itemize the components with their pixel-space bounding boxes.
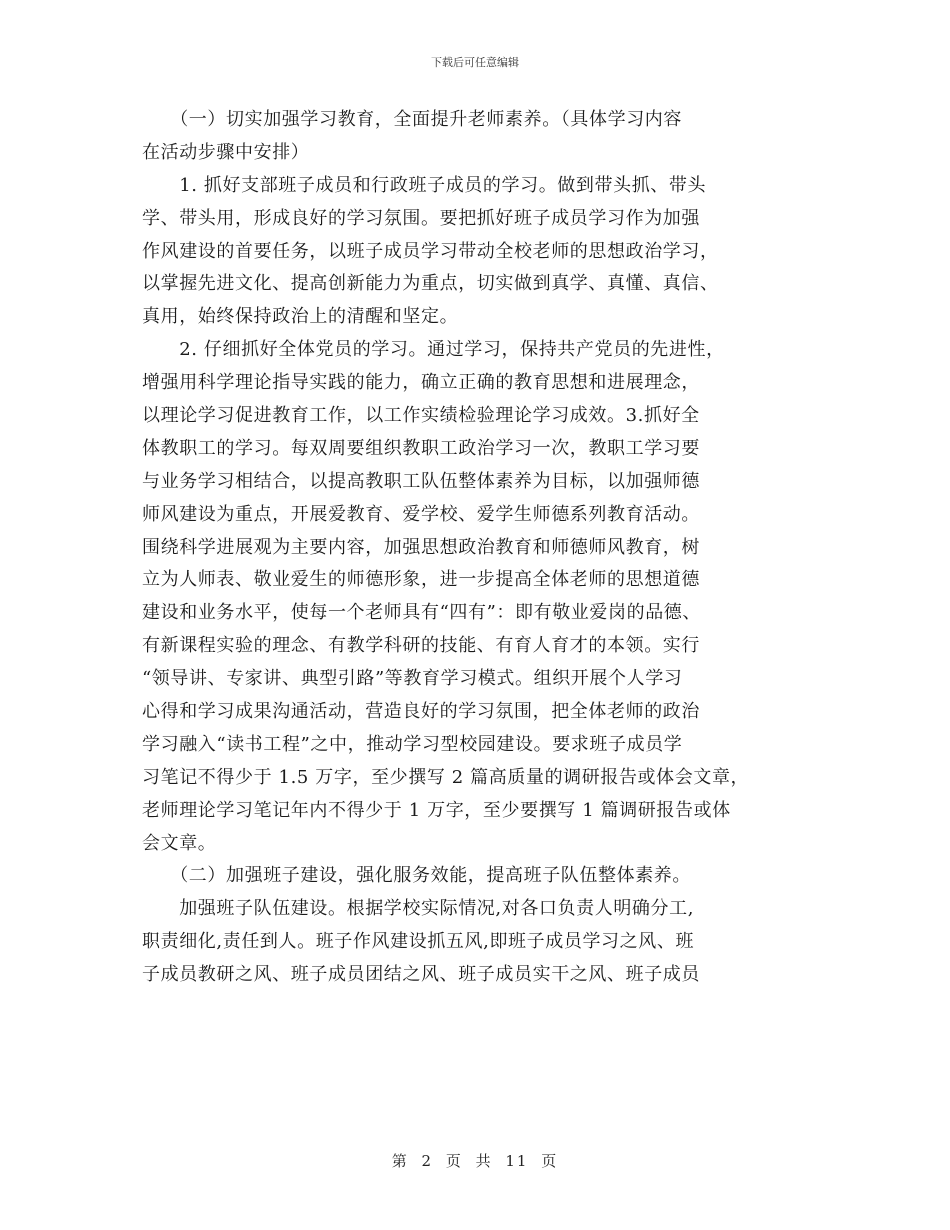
text-line: 师风建设为重点，开展爱教育、爱学校、爱学生师德系列教育活动。 bbox=[142, 503, 700, 525]
text-line: 职责细化,责任到人。班子作风建设抓五风,即班子成员学习之风、班 bbox=[142, 931, 695, 953]
text-line: 以掌握先进文化、提高创新能力为重点，切实做到真学、真懂、真信、 bbox=[142, 273, 719, 295]
text-line: （一）切实加强学习教育，全面提升老师素养。（具体学习内容 bbox=[142, 109, 682, 130]
text-line: 立为人师表、敬业爱生的师德形象，进一步提高全体老师的思想道德 bbox=[142, 569, 700, 591]
text-line: 会文章。 bbox=[142, 832, 217, 854]
text-line: 学、带头用，形成良好的学习氛围。要把抓好班子成员学习作为加强 bbox=[142, 207, 700, 229]
page-header: 下载后可任意编辑 bbox=[431, 56, 519, 69]
text-line: 体教职工的学习。每双周要组织教职工政治学习一次，教职工学习要 bbox=[142, 437, 700, 459]
text-line: 习笔记不得少于 1.5 万字，至少撰写 2 篇高质量的调研报告或体会文章， bbox=[142, 766, 750, 788]
text-line: 有新课程实验的理念、有教学科研的技能、有育人育才的本领。实行 bbox=[142, 635, 700, 657]
text-line: 1. 抓好支部班子成员和行政班子成员的学习。做到带头抓、带头 bbox=[142, 174, 707, 196]
text-line: 与业务学习相结合，以提高教职工队伍整体素养为目标，以加强师德 bbox=[142, 470, 700, 492]
text-line: 真用，始终保持政治上的清醒和坚定。 bbox=[142, 306, 459, 328]
text-line: 加强班子队伍建设。根据学校实际情况,对各口负责人明确分工, bbox=[142, 898, 695, 920]
text-line: （二）加强班子建设，强化服务效能，提高班子队伍整体素养。 bbox=[142, 865, 691, 887]
text-line: 增强用科学理论指导实践的能力，确立正确的教育思想和进展理念， bbox=[142, 372, 700, 394]
page-footer: 第 2 页 共 11 页 bbox=[391, 1152, 559, 1170]
text-line: 心得和学习成果沟通活动，营造良好的学习氛围，把全体老师的政治 bbox=[142, 701, 700, 723]
text-line: 在活动步骤中安排） bbox=[142, 141, 310, 163]
text-line: “领导讲、专家讲、典型引路”等教育学习模式。组织开展个人学习 bbox=[142, 668, 683, 690]
text-line: 子成员教研之风、班子成员团结之风、班子成员实干之风、班子成员 bbox=[142, 964, 700, 986]
text-line: 围绕科学进展观为主要内容，加强思想政治教育和师德师风教育，树 bbox=[142, 536, 700, 558]
text-line: 老师理论学习笔记年内不得少于 1 万字，至少要撰写 1 篇调研报告或体 bbox=[142, 799, 731, 821]
text-line: 建设和业务水平，使每一个老师具有“四有”：即有敬业爱岗的品德、 bbox=[142, 602, 702, 624]
text-line: 以理论学习促进教育工作，以工作实绩检验理论学习成效。3.抓好全 bbox=[142, 405, 700, 427]
text-line: 2. 仔细抓好全体党员的学习。通过学习，保持共产党员的先进性， bbox=[142, 339, 725, 361]
document-body bbox=[142, 104, 810, 992]
text-line: 学习融入“读书工程”之中，推动学习型校园建设。要求班子成员学 bbox=[142, 733, 683, 755]
text-line: 作风建设的首要任务，以班子成员学习带动全校老师的思想政治学习， bbox=[142, 240, 719, 262]
